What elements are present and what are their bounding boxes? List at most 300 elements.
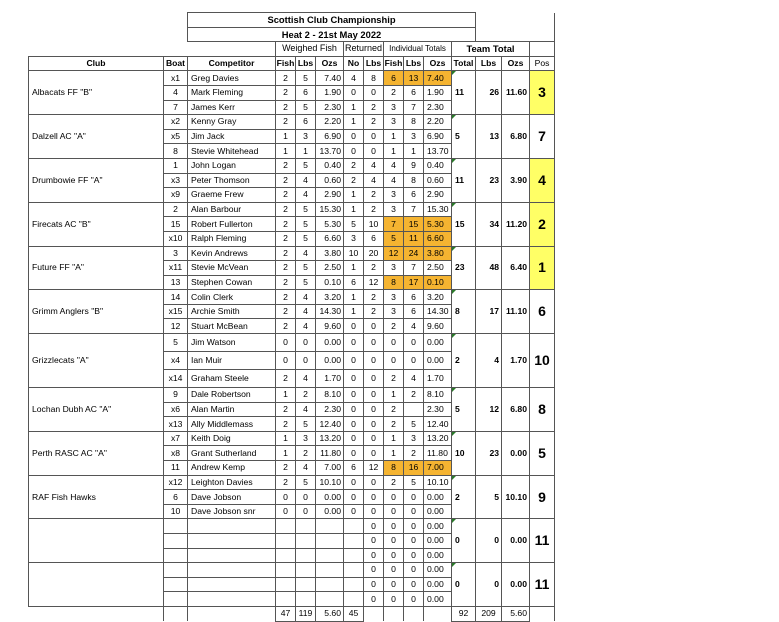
individual-ozs: 2.20 <box>424 115 452 130</box>
weighed-ozs: 6.90 <box>316 129 344 144</box>
returned-no: 10 <box>344 246 364 261</box>
weighed-ozs: 6.60 <box>316 231 344 246</box>
individual-ozs: 2.30 <box>424 100 452 115</box>
individual-ozs: 0.00 <box>424 519 452 534</box>
grand-team-ozs: 5.60 <box>502 606 530 621</box>
individual-lbs: 3 <box>404 431 424 446</box>
individual-lbs: 8 <box>404 115 424 130</box>
team-total-ozs: 11.60 <box>502 71 530 115</box>
blank-cell <box>424 606 452 621</box>
returned-no: 0 <box>344 85 364 100</box>
weighed-ozs: 0.40 <box>316 158 344 173</box>
returned-lbs: 0 <box>364 490 384 505</box>
col-team-ozs: Ozs <box>502 56 530 71</box>
individual-fish: 1 <box>384 446 404 461</box>
table-row <box>29 246 555 261</box>
team-position: 10 <box>530 334 555 388</box>
col-fish: Fish <box>276 56 296 71</box>
competitor-name <box>188 548 276 563</box>
returned-no: 6 <box>344 461 364 476</box>
individual-ozs: 0.00 <box>424 334 452 352</box>
individual-lbs: 7 <box>404 202 424 217</box>
team-total-fish: 5 <box>452 388 476 432</box>
weighed-ozs: 13.20 <box>316 431 344 446</box>
grand-team-lbs: 209 <box>476 606 502 621</box>
competitor-name: John Logan <box>188 158 276 173</box>
club-name: Perth RASC AC "A" <box>29 431 164 475</box>
boat-number <box>164 519 188 534</box>
weighed-ozs: 0.60 <box>316 173 344 188</box>
boat-number: 1 <box>164 158 188 173</box>
table-row <box>29 475 555 490</box>
returned-no: 1 <box>344 290 364 305</box>
competitor-name <box>188 519 276 534</box>
team-total-ozs: 3.90 <box>502 158 530 202</box>
returned-lbs: 4 <box>364 158 384 173</box>
individual-lbs: 16 <box>404 461 424 476</box>
boat-number: 6 <box>164 490 188 505</box>
team-total-ozs: 11.20 <box>502 202 530 246</box>
team-total-fish: 2 <box>452 334 476 388</box>
team-position: 11 <box>530 563 555 607</box>
returned-lbs: 0 <box>364 548 384 563</box>
returned-lbs: 12 <box>364 461 384 476</box>
weighed-fish: 0 <box>276 352 296 370</box>
competitor-name: Ally Middlemass <box>188 417 276 432</box>
competitor-name: Greg Davies <box>188 71 276 86</box>
returned-lbs: 0 <box>364 334 384 352</box>
competitor-name <box>188 563 276 578</box>
club-name: Firecats AC "B" <box>29 202 164 246</box>
table-row <box>29 115 555 130</box>
individual-lbs: 0 <box>404 577 424 592</box>
team-total-fish: 15 <box>452 202 476 246</box>
club-name: Future FF "A" <box>29 246 164 290</box>
col-lbs: Lbs <box>296 56 316 71</box>
team-total-fish: 11 <box>452 158 476 202</box>
table-row <box>29 71 555 86</box>
competitor-name: Grant Sutherland <box>188 446 276 461</box>
weighed-ozs: 0.00 <box>316 490 344 505</box>
weighed-lbs: 4 <box>296 246 316 261</box>
returned-no <box>344 592 364 607</box>
weighed-lbs: 4 <box>296 173 316 188</box>
weighed-lbs: 4 <box>296 188 316 203</box>
team-position: 5 <box>530 431 555 475</box>
weighed-fish: 2 <box>276 475 296 490</box>
weighed-ozs: 3.20 <box>316 290 344 305</box>
weighed-lbs: 1 <box>296 144 316 159</box>
weighed-ozs: 11.80 <box>316 446 344 461</box>
individual-ozs: 9.60 <box>424 319 452 334</box>
boat-number: x13 <box>164 417 188 432</box>
club-name: Lochan Dubh AC "A" <box>29 388 164 432</box>
returned-lbs: 0 <box>364 85 384 100</box>
returned-no: 0 <box>344 319 364 334</box>
competitor-name: Stevie Whitehead <box>188 144 276 159</box>
competitor-name: Alan Martin <box>188 402 276 417</box>
individual-ozs: 14.30 <box>424 304 452 319</box>
individual-fish: 6 <box>384 71 404 86</box>
returned-no: 0 <box>344 388 364 403</box>
individual-lbs: 7 <box>404 261 424 276</box>
individual-ozs: 0.00 <box>424 352 452 370</box>
boat-number: x11 <box>164 261 188 276</box>
team-total-ozs: 0.00 <box>502 519 530 563</box>
boat-number: x10 <box>164 231 188 246</box>
individual-ozs: 7.00 <box>424 461 452 476</box>
individual-fish: 1 <box>384 144 404 159</box>
weighed-fish: 0 <box>276 490 296 505</box>
weighed-fish: 2 <box>276 304 296 319</box>
boat-number: 10 <box>164 504 188 519</box>
individual-fish: 8 <box>384 275 404 290</box>
returned-no: 0 <box>344 490 364 505</box>
individual-lbs: 6 <box>404 85 424 100</box>
blank-cell <box>364 606 384 621</box>
weighed-lbs: 6 <box>296 85 316 100</box>
team-total-fish: 11 <box>452 71 476 115</box>
individual-ozs: 0.60 <box>424 173 452 188</box>
returned-lbs: 0 <box>364 534 384 549</box>
weighed-fish: 2 <box>276 85 296 100</box>
weighed-ozs: 7.40 <box>316 71 344 86</box>
individual-fish: 3 <box>384 115 404 130</box>
weighed-fish: 2 <box>276 71 296 86</box>
col-returned-no: No <box>344 56 364 71</box>
returned-lbs: 0 <box>364 129 384 144</box>
weighed-fish: 0 <box>276 334 296 352</box>
col-ozs: Ozs <box>316 56 344 71</box>
sheet-subtitle: Heat 2 - 21st May 2022 <box>188 27 476 42</box>
individual-lbs: 8 <box>404 173 424 188</box>
boat-number: x8 <box>164 446 188 461</box>
individual-lbs: 0 <box>404 504 424 519</box>
returned-no: 0 <box>344 504 364 519</box>
individual-lbs: 5 <box>404 475 424 490</box>
returned-lbs: 10 <box>364 217 384 232</box>
individual-fish: 3 <box>384 290 404 305</box>
returned-no <box>344 548 364 563</box>
returned-lbs: 2 <box>364 202 384 217</box>
team-total-ozs: 0.00 <box>502 431 530 475</box>
individual-ozs: 0.00 <box>424 563 452 578</box>
individual-lbs: 0 <box>404 548 424 563</box>
returned-lbs: 0 <box>364 519 384 534</box>
boat-number <box>164 577 188 592</box>
club-name: Dalzell AC "A" <box>29 115 164 159</box>
returned-lbs: 6 <box>364 231 384 246</box>
competitor-name: Leighton Davies <box>188 475 276 490</box>
weighed-ozs: 0.00 <box>316 352 344 370</box>
individual-fish: 0 <box>384 577 404 592</box>
team-total-header: Team Total <box>452 42 530 57</box>
weighed-fish: 2 <box>276 461 296 476</box>
weighed-fish: 1 <box>276 431 296 446</box>
weighed-lbs: 5 <box>296 475 316 490</box>
team-total-lbs: 48 <box>476 246 502 290</box>
returned-lbs: 12 <box>364 275 384 290</box>
weighed-lbs: 0 <box>296 504 316 519</box>
returned-lbs: 2 <box>364 290 384 305</box>
individual-fish: 7 <box>384 217 404 232</box>
individual-fish: 8 <box>384 461 404 476</box>
team-total-fish: 8 <box>452 290 476 334</box>
boat-number: x5 <box>164 129 188 144</box>
weighed-lbs: 4 <box>296 304 316 319</box>
weighed-lbs: 2 <box>296 446 316 461</box>
competitor-name: Stephen Cowan <box>188 275 276 290</box>
team-total-lbs: 12 <box>476 388 502 432</box>
returned-lbs: 0 <box>364 370 384 388</box>
returned-no: 4 <box>344 71 364 86</box>
boat-number: x4 <box>164 352 188 370</box>
individual-fish: 2 <box>384 85 404 100</box>
boat-number: x7 <box>164 431 188 446</box>
individual-lbs: 9 <box>404 158 424 173</box>
boat-number: 11 <box>164 461 188 476</box>
boat-number: 2 <box>164 202 188 217</box>
returned-no <box>344 563 364 578</box>
team-total-ozs: 0.00 <box>502 563 530 607</box>
individual-ozs: 6.90 <box>424 129 452 144</box>
boat-number: 5 <box>164 334 188 352</box>
individual-fish: 0 <box>384 548 404 563</box>
individual-fish: 3 <box>384 261 404 276</box>
table-row <box>29 563 555 578</box>
returned-lbs: 0 <box>364 592 384 607</box>
weighed-ozs: 2.30 <box>316 402 344 417</box>
team-total-lbs: 5 <box>476 475 502 519</box>
weighed-lbs: 4 <box>296 290 316 305</box>
weighed-fish <box>276 534 296 549</box>
weighed-ozs: 0.00 <box>316 334 344 352</box>
weighed-ozs: 0.10 <box>316 275 344 290</box>
weighed-ozs: 1.70 <box>316 370 344 388</box>
weighed-fish: 2 <box>276 319 296 334</box>
weighed-fish: 2 <box>276 402 296 417</box>
individual-ozs: 2.90 <box>424 188 452 203</box>
individual-fish: 12 <box>384 246 404 261</box>
team-total-fish: 0 <box>452 519 476 563</box>
returned-no: 3 <box>344 231 364 246</box>
team-total-lbs: 34 <box>476 202 502 246</box>
individual-fish: 3 <box>384 202 404 217</box>
individual-ozs: 10.10 <box>424 475 452 490</box>
weighed-lbs: 3 <box>296 431 316 446</box>
weighed-fish <box>276 592 296 607</box>
returned-lbs: 0 <box>364 319 384 334</box>
team-total-ozs: 6.80 <box>502 115 530 159</box>
blank-cell <box>384 606 404 621</box>
col-team-total: Total <box>452 56 476 71</box>
individual-fish: 0 <box>384 504 404 519</box>
individual-ozs: 2.50 <box>424 261 452 276</box>
boat-number: x14 <box>164 370 188 388</box>
boat-number: 4 <box>164 85 188 100</box>
weighed-lbs: 5 <box>296 202 316 217</box>
competitor-name: Dave Jobson snr <box>188 504 276 519</box>
competitor-name: Jim Watson <box>188 334 276 352</box>
returned-no <box>344 534 364 549</box>
individual-fish: 0 <box>384 490 404 505</box>
individual-lbs: 6 <box>404 188 424 203</box>
weighed-lbs <box>296 563 316 578</box>
individual-lbs <box>404 402 424 417</box>
team-position: 9 <box>530 475 555 519</box>
returned-no: 0 <box>344 370 364 388</box>
individual-lbs: 4 <box>404 370 424 388</box>
team-total-lbs: 0 <box>476 519 502 563</box>
returned-lbs: 2 <box>364 188 384 203</box>
club-name: Albacats FF "B" <box>29 71 164 115</box>
individual-lbs: 11 <box>404 231 424 246</box>
individual-lbs: 4 <box>404 319 424 334</box>
individual-lbs: 2 <box>404 388 424 403</box>
returned-lbs: 0 <box>364 577 384 592</box>
weighed-fish: 2 <box>276 115 296 130</box>
competitor-name: Andrew Kemp <box>188 461 276 476</box>
individual-ozs: 0.40 <box>424 158 452 173</box>
returned-lbs: 8 <box>364 71 384 86</box>
col-club: Club <box>29 56 164 71</box>
boat-number: 8 <box>164 144 188 159</box>
boat-number: x3 <box>164 173 188 188</box>
competitor-name: Alan Barbour <box>188 202 276 217</box>
weighed-lbs: 5 <box>296 417 316 432</box>
team-position: 6 <box>530 290 555 334</box>
team-total-ozs: 6.80 <box>502 388 530 432</box>
returned-no: 1 <box>344 261 364 276</box>
team-position: 8 <box>530 388 555 432</box>
competitor-name: Kenny Gray <box>188 115 276 130</box>
weighed-fish <box>276 563 296 578</box>
individual-lbs: 15 <box>404 217 424 232</box>
weighed-fish: 2 <box>276 217 296 232</box>
individual-lbs: 0 <box>404 563 424 578</box>
competitor-name: Dale Robertson <box>188 388 276 403</box>
team-position: 11 <box>530 519 555 563</box>
returned-lbs: 0 <box>364 388 384 403</box>
team-position: 1 <box>530 246 555 290</box>
returned-lbs: 2 <box>364 115 384 130</box>
returned-no: 1 <box>344 304 364 319</box>
returned-lbs: 2 <box>364 100 384 115</box>
table-row <box>29 388 555 403</box>
competitor-name: Robert Fullerton <box>188 217 276 232</box>
competitor-name <box>188 592 276 607</box>
individual-ozs: 0.00 <box>424 490 452 505</box>
individual-fish: 3 <box>384 100 404 115</box>
competitor-name <box>188 534 276 549</box>
returned-no: 0 <box>344 352 364 370</box>
individual-ozs: 0.00 <box>424 592 452 607</box>
competitor-name: Peter Thomson <box>188 173 276 188</box>
weighed-fish: 2 <box>276 290 296 305</box>
grand-team-total: 92 <box>452 606 476 621</box>
weighed-lbs: 5 <box>296 158 316 173</box>
blank-cell <box>29 606 164 621</box>
weighed-ozs <box>316 519 344 534</box>
individual-lbs: 0 <box>404 592 424 607</box>
weighed-ozs <box>316 563 344 578</box>
col-pos: Pos <box>530 56 555 71</box>
team-total-ozs: 1.70 <box>502 334 530 388</box>
individual-ozs: 0.00 <box>424 504 452 519</box>
individual-fish: 1 <box>384 129 404 144</box>
boat-number: 9 <box>164 388 188 403</box>
competitor-name: Ralph Fleming <box>188 231 276 246</box>
individual-ozs: 15.30 <box>424 202 452 217</box>
returned-lbs: 4 <box>364 173 384 188</box>
individual-ozs: 3.80 <box>424 246 452 261</box>
weighed-ozs: 8.10 <box>316 388 344 403</box>
individual-lbs: 6 <box>404 304 424 319</box>
boat-number: x2 <box>164 115 188 130</box>
total-lbs: 119 <box>296 606 316 621</box>
returned-no: 5 <box>344 217 364 232</box>
team-position: 2 <box>530 202 555 246</box>
boat-number: 12 <box>164 319 188 334</box>
boat-number: 15 <box>164 217 188 232</box>
team-total-ozs: 10.10 <box>502 475 530 519</box>
weighed-lbs: 4 <box>296 461 316 476</box>
blank-cell <box>404 606 424 621</box>
boat-number: x12 <box>164 475 188 490</box>
total-ozs: 5.60 <box>316 606 344 621</box>
individual-fish: 2 <box>384 417 404 432</box>
weighed-lbs <box>296 534 316 549</box>
individual-fish: 4 <box>384 158 404 173</box>
col-competitor: Competitor <box>188 56 276 71</box>
individual-ozs: 2.30 <box>424 402 452 417</box>
weighed-fish <box>276 577 296 592</box>
individual-ozs: 8.10 <box>424 388 452 403</box>
weighed-fish <box>276 548 296 563</box>
weighed-fish: 2 <box>276 188 296 203</box>
individual-fish: 3 <box>384 188 404 203</box>
individual-ozs: 13.20 <box>424 431 452 446</box>
individual-totals-header: Individual Totals <box>384 42 452 57</box>
weighed-fish: 1 <box>276 129 296 144</box>
weighed-ozs: 5.30 <box>316 217 344 232</box>
returned-no: 1 <box>344 115 364 130</box>
weighed-lbs: 4 <box>296 319 316 334</box>
weighed-lbs <box>296 548 316 563</box>
returned-lbs: 0 <box>364 352 384 370</box>
weighed-ozs <box>316 548 344 563</box>
boat-number: 13 <box>164 275 188 290</box>
results-sheet <box>28 12 555 622</box>
individual-lbs: 0 <box>404 352 424 370</box>
weighed-lbs: 4 <box>296 402 316 417</box>
weighed-fish: 2 <box>276 246 296 261</box>
weighed-ozs: 2.90 <box>316 188 344 203</box>
weighed-ozs <box>316 592 344 607</box>
weighed-lbs: 2 <box>296 388 316 403</box>
boat-number: x6 <box>164 402 188 417</box>
individual-fish: 2 <box>384 402 404 417</box>
returned-no <box>344 519 364 534</box>
competitor-name: Keith Doig <box>188 431 276 446</box>
boat-number: x1 <box>164 71 188 86</box>
individual-ozs: 12.40 <box>424 417 452 432</box>
weighed-fish: 1 <box>276 144 296 159</box>
weighed-fish-header: Weighed Fish <box>276 42 344 57</box>
club-name: Grimm Anglers "B" <box>29 290 164 334</box>
individual-ozs: 5.30 <box>424 217 452 232</box>
weighed-fish: 2 <box>276 173 296 188</box>
